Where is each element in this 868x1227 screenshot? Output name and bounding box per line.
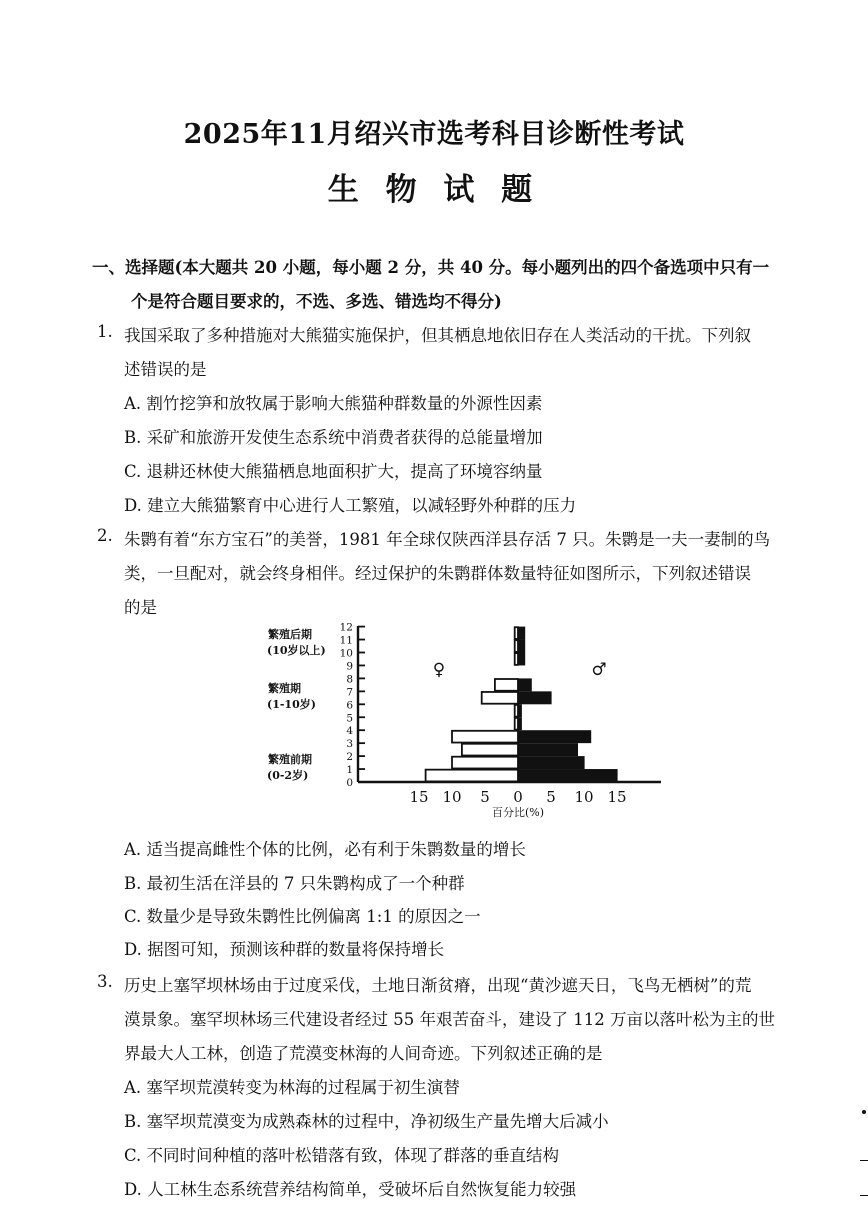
y-tick-label: 3 <box>346 738 353 751</box>
scan-edge-mark <box>860 1195 868 1196</box>
y-tick-label: 12 <box>339 621 353 634</box>
age-group-label: 繁殖后期 <box>268 628 312 641</box>
x-tick-label: 15 <box>607 788 627 806</box>
y-tick-label: 11 <box>339 634 353 647</box>
option-label: C. <box>124 462 142 481</box>
option-label: D. <box>124 1180 142 1199</box>
x-tick-label: 15 <box>409 788 429 806</box>
question-2-option-a <box>124 836 526 860</box>
option-label: D. <box>124 496 142 515</box>
question-3-option-c <box>124 1142 559 1166</box>
option-text: 退耕还林使大熊猫栖息地面积扩大，提高了环境容纳量 <box>146 462 543 481</box>
male-bar <box>518 705 521 717</box>
y-tick-label: 9 <box>346 660 353 673</box>
option-text: 人工林生态系统营养结构简单，受破坏后自然恢复能力较强 <box>147 1180 577 1199</box>
option-text: 数量少是导致朱鹮性比例偏离 1:1 的原因之一 <box>146 907 481 926</box>
scan-edge-mark <box>862 1110 866 1114</box>
question-3-stem-line2: 漠景象。塞罕坝林场三代建设者经过 55 年艰苦奋斗，建设了 112 万亩以落叶松为主的世 <box>124 1010 775 1029</box>
male-bar <box>518 718 521 730</box>
x-tick-label: 5 <box>546 788 556 806</box>
x-axis-title: 百分比(%) <box>491 806 545 819</box>
question-1-stem-line1: 我国采取了多种措施对大熊猫实施保护，但其栖息地依旧存在人类活动的干扰。下列叙 <box>124 326 751 345</box>
question-1-stem-line2: 述错误的是 <box>124 360 207 379</box>
question-3-option-a <box>124 1074 460 1098</box>
y-tick-label: 6 <box>346 699 353 712</box>
female-bar <box>452 757 518 769</box>
option-label: A. <box>124 840 142 859</box>
question-2-number: 2. <box>97 526 113 545</box>
y-tick-label: 2 <box>346 751 353 764</box>
option-text: 据图可知，预测该种群的数量将保持增长 <box>147 940 445 959</box>
x-tick-label: 10 <box>574 788 594 806</box>
male-bar <box>518 757 584 769</box>
option-text: 割竹挖笋和放牧属于影响大熊猫种群数量的外源性因素 <box>146 394 543 413</box>
y-tick-label: 5 <box>346 712 353 725</box>
age-group-label: 繁殖前期 <box>268 753 312 766</box>
question-3-option-d <box>124 1176 576 1200</box>
option-label: A. <box>124 394 142 413</box>
option-text: 适当提高雌性个体的比例，必有利于朱鹮数量的增长 <box>146 840 526 859</box>
male-bar <box>518 640 525 652</box>
option-label: D. <box>124 940 142 959</box>
male-bar <box>518 770 617 782</box>
female-bar <box>462 744 518 756</box>
question-2-option-c <box>124 903 481 927</box>
subject-title: 生 物 试 题 <box>327 172 541 208</box>
question-1-option-a <box>124 390 542 414</box>
option-label: B. <box>124 874 142 893</box>
scan-edge-mark <box>860 1160 868 1161</box>
age-group-label: 繁殖期 <box>268 682 301 695</box>
age-group-range: (1-10岁) <box>267 698 316 711</box>
age-pyramid-chart <box>258 618 668 828</box>
age-group-range: (0-2岁) <box>267 769 309 782</box>
male-bar <box>518 679 531 691</box>
question-3-number: 3. <box>97 972 113 991</box>
male-bar <box>518 627 525 639</box>
male-bar <box>518 692 551 704</box>
male-series-label: ♂ <box>591 660 607 680</box>
section-heading-line2: 个是符合题目要求的，不选、多选、错选均不得分) <box>131 292 502 311</box>
question-3-option-b <box>124 1108 609 1132</box>
y-tick-label: 1 <box>346 764 353 777</box>
male-bar <box>518 731 591 743</box>
male-bar <box>518 653 525 665</box>
y-tick-label: 7 <box>346 686 353 699</box>
question-2-option-d <box>124 936 444 960</box>
x-tick-label: 10 <box>442 788 462 806</box>
y-tick-label: 4 <box>346 725 353 738</box>
y-tick-label: 0 <box>346 777 353 789</box>
option-label: C. <box>124 907 142 926</box>
question-2-stem-line3: 的是 <box>124 598 157 617</box>
female-bar <box>495 679 518 691</box>
option-text: 不同时间种植的落叶松错落有致，体现了群落的垂直结构 <box>146 1146 560 1165</box>
question-3-stem-line3: 界最大人工林，创造了荒漠变林海的人间奇迹。下列叙述正确的是 <box>124 1044 603 1063</box>
question-1-option-d <box>124 492 576 516</box>
question-2-stem-line1: 朱鹮有着“东方宝石”的美誉，1981 年全球仅陕西洋县存活 7 只。朱鹮是一夫一妻制的鸟 <box>124 530 771 549</box>
question-1-option-b <box>124 424 543 448</box>
option-text: 采矿和旅游开发使生态系统中消费者获得的总能量增加 <box>146 428 543 447</box>
question-1-option-c <box>124 458 543 482</box>
option-label: B. <box>124 428 142 447</box>
female-bar <box>482 692 518 704</box>
male-bar <box>518 744 577 756</box>
option-text: 建立大熊猫繁育中心进行人工繁殖，以减轻野外种群的压力 <box>147 496 577 515</box>
y-tick-label: 8 <box>346 673 353 686</box>
option-text: 最初生活在洋县的 7 只朱鹮构成了一个种群 <box>146 874 465 893</box>
y-tick-label: 10 <box>339 647 353 660</box>
x-tick-label: 0 <box>513 788 523 806</box>
x-tick-label: 5 <box>480 788 490 806</box>
option-label: B. <box>124 1112 142 1131</box>
section-heading-line1: 一、选择题(本大题共 20 小题，每小题 2 分，共 40 分。每小题列出的四个备选项中只有一 <box>92 258 770 277</box>
question-2-option-b <box>124 870 465 894</box>
age-group-range: (10岁以上) <box>267 644 326 657</box>
female-series-label: ♀ <box>432 660 446 680</box>
option-label: C. <box>124 1146 142 1165</box>
exam-title: 2025年11月绍兴市选考科目诊断性考试 <box>183 119 685 150</box>
question-2-stem-line2: 类，一旦配对，就会终身相伴。经过保护的朱鹮群体数量特征如图所示，下列叙述错误 <box>124 564 751 583</box>
female-bar <box>452 731 518 743</box>
option-text: 塞罕坝荒漠转变为林海的过程属于初生演替 <box>146 1078 460 1097</box>
question-1-number: 1. <box>97 322 113 341</box>
option-label: A. <box>124 1078 142 1097</box>
female-bar <box>426 770 518 782</box>
option-text: 塞罕坝荒漠变为成熟森林的过程中，净初级生产量先增大后减小 <box>146 1112 609 1131</box>
question-3-stem-line1: 历史上塞罕坝林场由于过度采伐，土地日渐贫瘠，出现“黄沙遮天日，飞鸟无栖树”的荒 <box>124 976 752 995</box>
